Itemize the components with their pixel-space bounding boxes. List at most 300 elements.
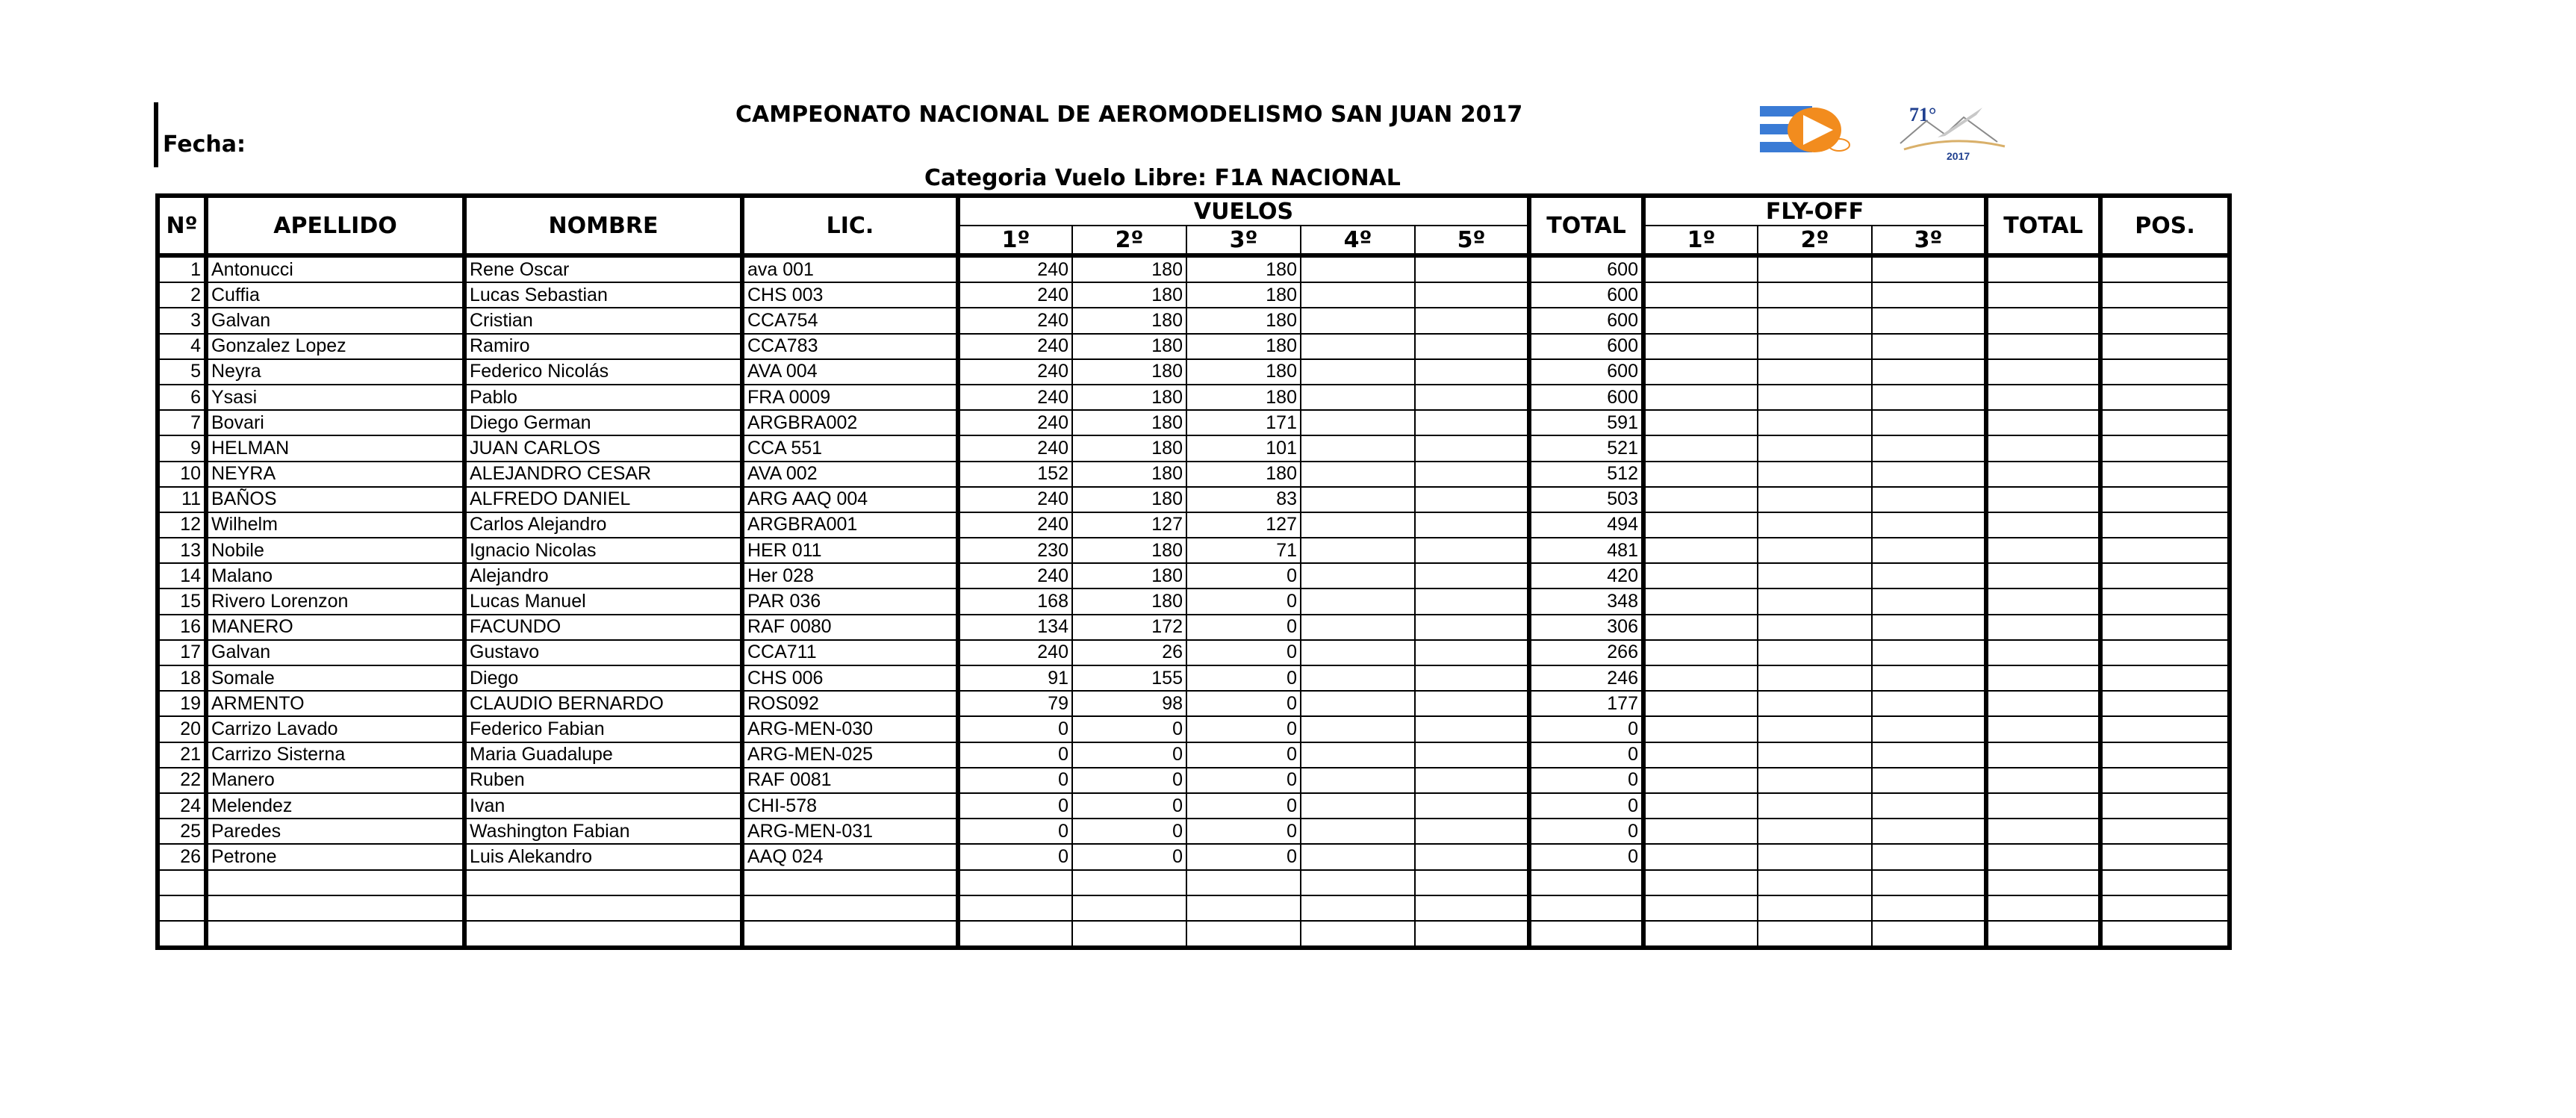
- cell-v3: 0: [1186, 615, 1301, 640]
- cell-lic: PAR 036: [742, 588, 958, 614]
- cell-apellido: Galvan: [206, 308, 464, 333]
- col-v2: 2º: [1072, 226, 1186, 255]
- cell-apellido: Melendez: [206, 793, 464, 819]
- cell-empty: [1643, 768, 1758, 793]
- cell-empty: [2100, 512, 2230, 538]
- cell-empty: [1301, 716, 1415, 742]
- table-row: [158, 793, 2230, 819]
- cell-total: 420: [1529, 563, 1643, 588]
- cell-empty: [1758, 563, 1872, 588]
- cell-empty: [1301, 819, 1415, 844]
- cell-empty: [1301, 435, 1415, 461]
- cell-apellido: NEYRA: [206, 462, 464, 487]
- cell-apellido: Galvan: [206, 640, 464, 665]
- logo2-number: 71°: [1909, 104, 1937, 125]
- cell-nombre: Ruben: [464, 768, 742, 793]
- cell-no: 25: [158, 819, 206, 844]
- cell-empty: [1415, 819, 1529, 844]
- cell-v1: 240: [958, 563, 1072, 588]
- cell-total: [1529, 921, 1643, 948]
- cell-empty: [1643, 870, 1758, 895]
- cell-total: 521: [1529, 435, 1643, 461]
- cell-total: 0: [1529, 768, 1643, 793]
- table-row: [158, 255, 2230, 282]
- cell-empty: [1301, 538, 1415, 563]
- cell-empty: [1758, 385, 1872, 410]
- cell-lic: [742, 870, 958, 895]
- cell-lic: [742, 921, 958, 948]
- cell-no: 6: [158, 385, 206, 410]
- federation-logo-icon: [1758, 99, 1870, 158]
- cell-no: 17: [158, 640, 206, 665]
- cell-empty: [1415, 844, 1529, 869]
- cell-no: 2: [158, 282, 206, 308]
- cell-v3: 0: [1186, 716, 1301, 742]
- cell-empty: [1415, 359, 1529, 385]
- cell-empty: [1301, 255, 1415, 282]
- cell-empty: [1643, 462, 1758, 487]
- cell-empty: [1872, 308, 1986, 333]
- cell-nombre: Diego German: [464, 410, 742, 435]
- cell-no: 22: [158, 768, 206, 793]
- cell-empty: [1301, 742, 1415, 768]
- cell-v1: 240: [958, 255, 1072, 282]
- cell-empty: [1872, 435, 1986, 461]
- table-row: [158, 844, 2230, 869]
- cell-empty: [1872, 665, 1986, 691]
- cell-empty: [1758, 359, 1872, 385]
- cell-v3: 0: [1186, 563, 1301, 588]
- cell-nombre: Cristian: [464, 308, 742, 333]
- cell-lic: ARGBRA002: [742, 410, 958, 435]
- cell-no: 16: [158, 615, 206, 640]
- cell-empty: [1872, 282, 1986, 308]
- cell-empty: [1643, 385, 1758, 410]
- cell-empty: [1986, 870, 2100, 895]
- cell-empty: [2100, 462, 2230, 487]
- cell-empty: [1872, 615, 1986, 640]
- cell-v1: 0: [958, 819, 1072, 844]
- cell-v1: 240: [958, 640, 1072, 665]
- cell-no: 14: [158, 563, 206, 588]
- cell-empty: [1415, 691, 1529, 716]
- cell-nombre: Gustavo: [464, 640, 742, 665]
- cell-v2: 180: [1072, 588, 1186, 614]
- cell-empty: [1301, 768, 1415, 793]
- cell-nombre: Federico Nicolás: [464, 359, 742, 385]
- cell-lic: ARG-MEN-030: [742, 716, 958, 742]
- cell-empty: [2100, 359, 2230, 385]
- cell-empty: [1301, 487, 1415, 512]
- cell-lic: HER 011: [742, 538, 958, 563]
- cell-empty: [1415, 334, 1529, 359]
- cell-v3: 0: [1186, 588, 1301, 614]
- cell-empty: [1986, 308, 2100, 333]
- cell-lic: ARG AAQ 004: [742, 487, 958, 512]
- cell-no: 9: [158, 435, 206, 461]
- cell-empty: [1986, 921, 2100, 948]
- cell-apellido: Somale: [206, 665, 464, 691]
- cell-v1: 0: [958, 742, 1072, 768]
- cell-empty: [1758, 255, 1872, 282]
- cell-empty: [1872, 462, 1986, 487]
- cell-empty: [2100, 308, 2230, 333]
- cell-v3: 0: [1186, 819, 1301, 844]
- cell-total: 600: [1529, 385, 1643, 410]
- cell-empty: [1643, 308, 1758, 333]
- cell-v2: 180: [1072, 538, 1186, 563]
- col-f1: 1º: [1643, 226, 1758, 255]
- cell-empty: [1301, 895, 1415, 921]
- cell-nombre: Ramiro: [464, 334, 742, 359]
- cell-total: 600: [1529, 334, 1643, 359]
- cell-v3: 180: [1186, 359, 1301, 385]
- cell-empty: [1986, 385, 2100, 410]
- cell-empty: [1415, 588, 1529, 614]
- col-v3: 3º: [1186, 226, 1301, 255]
- cell-v3: 0: [1186, 793, 1301, 819]
- cell-empty: [1872, 359, 1986, 385]
- cell-empty: [1872, 793, 1986, 819]
- cell-total: 246: [1529, 665, 1643, 691]
- cell-empty: [1643, 563, 1758, 588]
- cell-nombre: [464, 895, 742, 921]
- cell-empty: [1301, 512, 1415, 538]
- cell-empty: [1301, 308, 1415, 333]
- cell-empty: [1415, 742, 1529, 768]
- results-table-container: [155, 193, 2232, 950]
- cell-lic: [742, 895, 958, 921]
- table-row: [158, 359, 2230, 385]
- cell-empty: [1986, 359, 2100, 385]
- table-row: [158, 308, 2230, 333]
- cell-empty: [1643, 487, 1758, 512]
- cell-empty: [1758, 462, 1872, 487]
- cell-apellido: Paredes: [206, 819, 464, 844]
- cell-v1: 230: [958, 538, 1072, 563]
- cell-empty: [1872, 819, 1986, 844]
- cell-empty: [1758, 435, 1872, 461]
- cell-no: 24: [158, 793, 206, 819]
- cell-empty: [1301, 793, 1415, 819]
- cell-empty: [2100, 334, 2230, 359]
- cell-total: 494: [1529, 512, 1643, 538]
- cell-v1: 240: [958, 308, 1072, 333]
- cell-empty: [1758, 487, 1872, 512]
- cell-v1: 0: [958, 716, 1072, 742]
- cell-empty: [1415, 716, 1529, 742]
- cell-v1: 240: [958, 435, 1072, 461]
- cell-no: 4: [158, 334, 206, 359]
- cell-empty: [1872, 870, 1986, 895]
- cell-nombre: Lucas Sebastian: [464, 282, 742, 308]
- cell-empty: [1758, 870, 1872, 895]
- cell-v2: 0: [1072, 844, 1186, 869]
- cell-empty: [1758, 742, 1872, 768]
- cell-empty: [1986, 334, 2100, 359]
- cell-apellido: Neyra: [206, 359, 464, 385]
- cell-empty: [2100, 716, 2230, 742]
- cell-empty: [1758, 308, 1872, 333]
- table-row: [158, 410, 2230, 435]
- col-lic: LIC.: [742, 196, 958, 255]
- cell-apellido: Cuffia: [206, 282, 464, 308]
- cell-v3: 180: [1186, 385, 1301, 410]
- cell-empty: [1415, 895, 1529, 921]
- cell-apellido: ARMENTO: [206, 691, 464, 716]
- cell-empty: [1415, 435, 1529, 461]
- cell-apellido: [206, 870, 464, 895]
- cell-empty: [2100, 691, 2230, 716]
- cell-v1: [958, 870, 1072, 895]
- cell-v2: 180: [1072, 462, 1186, 487]
- cell-empty: [1415, 665, 1529, 691]
- cell-empty: [1643, 255, 1758, 282]
- cell-empty: [1872, 385, 1986, 410]
- cell-lic: AVA 004: [742, 359, 958, 385]
- cell-apellido: Carrizo Sisterna: [206, 742, 464, 768]
- cell-empty: [1758, 410, 1872, 435]
- cell-v3: 0: [1186, 844, 1301, 869]
- cell-v2: 180: [1072, 255, 1186, 282]
- cell-v1: 0: [958, 844, 1072, 869]
- cell-empty: [1758, 512, 1872, 538]
- cell-empty: [1301, 665, 1415, 691]
- cell-no: 3: [158, 308, 206, 333]
- cell-total: 591: [1529, 410, 1643, 435]
- cell-apellido: Nobile: [206, 538, 464, 563]
- table-row: [158, 895, 2230, 921]
- cell-nombre: Lucas Manuel: [464, 588, 742, 614]
- cell-empty: [1872, 768, 1986, 793]
- table-row: [158, 716, 2230, 742]
- cell-v3: 71: [1186, 538, 1301, 563]
- table-row: [158, 538, 2230, 563]
- cell-empty: [1643, 435, 1758, 461]
- cell-v3: 101: [1186, 435, 1301, 461]
- cell-empty: [1758, 844, 1872, 869]
- cell-empty: [2100, 435, 2230, 461]
- header-row-1: [158, 196, 2230, 226]
- cell-no: 13: [158, 538, 206, 563]
- cell-v2: 180: [1072, 282, 1186, 308]
- cell-total: 600: [1529, 255, 1643, 282]
- cell-empty: [1758, 716, 1872, 742]
- cell-empty: [2100, 282, 2230, 308]
- cell-apellido: Manero: [206, 768, 464, 793]
- cell-apellido: BAÑOS: [206, 487, 464, 512]
- table-row: [158, 665, 2230, 691]
- cell-empty: [1986, 487, 2100, 512]
- cell-no: 12: [158, 512, 206, 538]
- cell-empty: [1872, 742, 1986, 768]
- cell-nombre: Maria Guadalupe: [464, 742, 742, 768]
- col-no: Nº: [158, 196, 206, 255]
- cell-v2: 180: [1072, 334, 1186, 359]
- cell-v1: 240: [958, 359, 1072, 385]
- cell-v2: 172: [1072, 615, 1186, 640]
- table-row: [158, 385, 2230, 410]
- cell-empty: [2100, 640, 2230, 665]
- cell-empty: [1758, 615, 1872, 640]
- cell-empty: [2100, 410, 2230, 435]
- cell-v2: 180: [1072, 487, 1186, 512]
- cell-empty: [1643, 588, 1758, 614]
- cell-empty: [2100, 819, 2230, 844]
- table-row: [158, 819, 2230, 844]
- cell-v3: 0: [1186, 691, 1301, 716]
- cell-empty: [1872, 921, 1986, 948]
- cell-empty: [1758, 538, 1872, 563]
- cell-nombre: Alejandro: [464, 563, 742, 588]
- cell-no: 1: [158, 255, 206, 282]
- cell-empty: [1643, 819, 1758, 844]
- cell-empty: [1415, 410, 1529, 435]
- cell-nombre: Ivan: [464, 793, 742, 819]
- cell-empty: [1872, 563, 1986, 588]
- cell-empty: [1758, 334, 1872, 359]
- cell-empty: [1643, 410, 1758, 435]
- cell-empty: [1415, 615, 1529, 640]
- cell-empty: [2100, 742, 2230, 768]
- cell-empty: [2100, 255, 2230, 282]
- cell-empty: [1872, 691, 1986, 716]
- cell-empty: [1758, 895, 1872, 921]
- cell-v3: [1186, 921, 1301, 948]
- cell-total: 503: [1529, 487, 1643, 512]
- cell-v1: 168: [958, 588, 1072, 614]
- cell-v3: 0: [1186, 742, 1301, 768]
- cell-v3: [1186, 895, 1301, 921]
- cell-v3: 180: [1186, 255, 1301, 282]
- table-row: [158, 640, 2230, 665]
- cell-empty: [1643, 793, 1758, 819]
- cell-v3: 0: [1186, 768, 1301, 793]
- cell-empty: [1301, 334, 1415, 359]
- cell-empty: [1986, 563, 2100, 588]
- cell-empty: [2100, 538, 2230, 563]
- cell-lic: ARG-MEN-031: [742, 819, 958, 844]
- cell-nombre: CLAUDIO BERNARDO: [464, 691, 742, 716]
- cell-apellido: Rivero Lorenzon: [206, 588, 464, 614]
- cell-empty: [1301, 640, 1415, 665]
- cell-total: 348: [1529, 588, 1643, 614]
- cell-v2: 0: [1072, 768, 1186, 793]
- cell-empty: [1415, 538, 1529, 563]
- table-row: [158, 282, 2230, 308]
- cell-lic: RAF 0080: [742, 615, 958, 640]
- cell-v1: 79: [958, 691, 1072, 716]
- cell-nombre: [464, 870, 742, 895]
- cell-apellido: Carrizo Lavado: [206, 716, 464, 742]
- cell-empty: [1986, 615, 2100, 640]
- cell-v2: 26: [1072, 640, 1186, 665]
- results-body: [158, 255, 2230, 948]
- cell-v2: 180: [1072, 435, 1186, 461]
- cell-empty: [1758, 691, 1872, 716]
- cell-empty: [1643, 615, 1758, 640]
- cell-lic: CHS 006: [742, 665, 958, 691]
- cell-v2: [1072, 895, 1186, 921]
- cell-empty: [1986, 691, 2100, 716]
- col-vuelos: VUELOS: [958, 196, 1529, 226]
- cell-empty: [1301, 588, 1415, 614]
- table-row: [158, 691, 2230, 716]
- cell-empty: [1872, 538, 1986, 563]
- cell-apellido: [206, 895, 464, 921]
- table-row: [158, 487, 2230, 512]
- col-flyoff: FLY-OFF: [1643, 196, 1986, 226]
- cell-empty: [1986, 588, 2100, 614]
- cell-no: 5: [158, 359, 206, 385]
- cell-v3: 180: [1186, 308, 1301, 333]
- cell-empty: [1643, 921, 1758, 948]
- cell-empty: [1415, 768, 1529, 793]
- cell-v1: 240: [958, 512, 1072, 538]
- cell-v1: [958, 895, 1072, 921]
- cell-total: 0: [1529, 793, 1643, 819]
- cell-empty: [1872, 895, 1986, 921]
- cell-empty: [1415, 870, 1529, 895]
- cell-empty: [1643, 665, 1758, 691]
- table-row: [158, 588, 2230, 614]
- cell-total: 512: [1529, 462, 1643, 487]
- cell-empty: [1415, 308, 1529, 333]
- col-pos: POS.: [2100, 196, 2230, 255]
- cell-v1: [958, 921, 1072, 948]
- cell-v2: 0: [1072, 793, 1186, 819]
- cell-empty: [1643, 359, 1758, 385]
- cell-empty: [1872, 334, 1986, 359]
- cell-empty: [1986, 462, 2100, 487]
- cell-no: 18: [158, 665, 206, 691]
- cell-v3: 180: [1186, 334, 1301, 359]
- cell-empty: [1986, 665, 2100, 691]
- cell-empty: [1643, 282, 1758, 308]
- cell-empty: [2100, 615, 2230, 640]
- cell-no: 19: [158, 691, 206, 716]
- cell-v1: 0: [958, 793, 1072, 819]
- cell-empty: [1301, 691, 1415, 716]
- col-v5: 5º: [1415, 226, 1529, 255]
- cell-v3: 171: [1186, 410, 1301, 435]
- page-title: CAMPEONATO NACIONAL DE AEROMODELISMO SAN JUAN 2017: [735, 102, 1523, 128]
- col-apellido: APELLIDO: [206, 196, 464, 255]
- cell-v2: 127: [1072, 512, 1186, 538]
- cell-empty: [2100, 385, 2230, 410]
- cell-v3: [1186, 870, 1301, 895]
- cell-empty: [1643, 716, 1758, 742]
- cell-lic: CCA754: [742, 308, 958, 333]
- cell-lic: ARGBRA001: [742, 512, 958, 538]
- table-row: [158, 768, 2230, 793]
- table-row: [158, 615, 2230, 640]
- cell-empty: [1986, 410, 2100, 435]
- cell-empty: [1872, 487, 1986, 512]
- cell-v2: 0: [1072, 819, 1186, 844]
- cell-apellido: Bovari: [206, 410, 464, 435]
- cell-empty: [1872, 716, 1986, 742]
- cell-total: 0: [1529, 844, 1643, 869]
- cell-v3: 180: [1186, 282, 1301, 308]
- cell-nombre: Carlos Alejandro: [464, 512, 742, 538]
- col-total2: TOTAL: [1986, 196, 2100, 255]
- cell-total: 600: [1529, 308, 1643, 333]
- cell-empty: [1758, 282, 1872, 308]
- cell-lic: Her 028: [742, 563, 958, 588]
- cell-no: 15: [158, 588, 206, 614]
- cell-empty: [1415, 793, 1529, 819]
